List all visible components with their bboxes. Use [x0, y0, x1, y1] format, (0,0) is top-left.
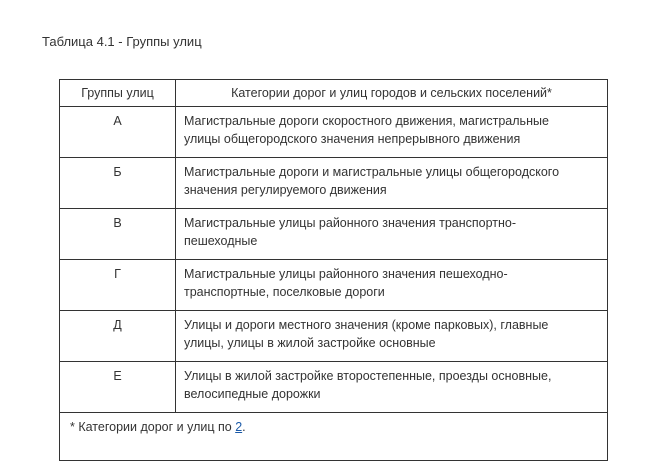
group-cell: Б [60, 158, 176, 209]
category-line: Улицы и дороги местного значения (кроме парковых), главные [184, 318, 549, 332]
table-row [60, 209, 608, 260]
category-cell [176, 209, 608, 260]
reference-link[interactable]: 2 [235, 420, 243, 434]
category-line: улицы общегородского значения непрерывного движения [184, 132, 521, 146]
table-header-row [60, 80, 608, 107]
header-road-categories: Категории дорог и улиц городов и сельских поселений* [176, 80, 608, 107]
category-line: значения регулируемого движения [184, 183, 387, 197]
category-line: Магистральные улицы районного значения транспортно- [184, 216, 517, 230]
table-row [60, 362, 608, 413]
category-cell [176, 107, 608, 158]
category-line: велосипедные дорожки [184, 387, 321, 401]
category-line: Улицы в жилой застройке второстепенные, проезды основные, [184, 369, 552, 383]
category-line: улицы, улицы в жилой застройке основные [184, 336, 436, 350]
footnote-row [60, 413, 608, 461]
table-row [60, 260, 608, 311]
category-line: Магистральные дороги и магистральные улицы общегородского [184, 165, 560, 179]
group-cell: Д [60, 311, 176, 362]
category-line: транспортные, поселковые дороги [184, 285, 385, 299]
group-cell: Е [60, 362, 176, 413]
category-cell [176, 311, 608, 362]
category-line: пешеходные [184, 234, 258, 248]
table-row [60, 311, 608, 362]
footnote-cell [60, 413, 608, 461]
category-cell [176, 260, 608, 311]
footnote-suffix: . [242, 420, 246, 434]
footnote-text: * Категории дорог и улиц по [70, 420, 236, 434]
table-row [60, 158, 608, 209]
group-cell: А [60, 107, 176, 158]
table-row [60, 107, 608, 158]
group-cell: В [60, 209, 176, 260]
category-cell [176, 158, 608, 209]
header-street-groups: Группы улиц [60, 80, 176, 107]
street-groups-table [59, 79, 608, 461]
category-cell [176, 362, 608, 413]
category-line: Магистральные дороги скоростного движения, магистральные [184, 114, 549, 128]
group-cell: Г [60, 260, 176, 311]
category-line: Магистральные улицы районного значения пешеходно- [184, 267, 508, 281]
table-caption: Таблица 4.1 - Группы улиц [42, 34, 202, 49]
